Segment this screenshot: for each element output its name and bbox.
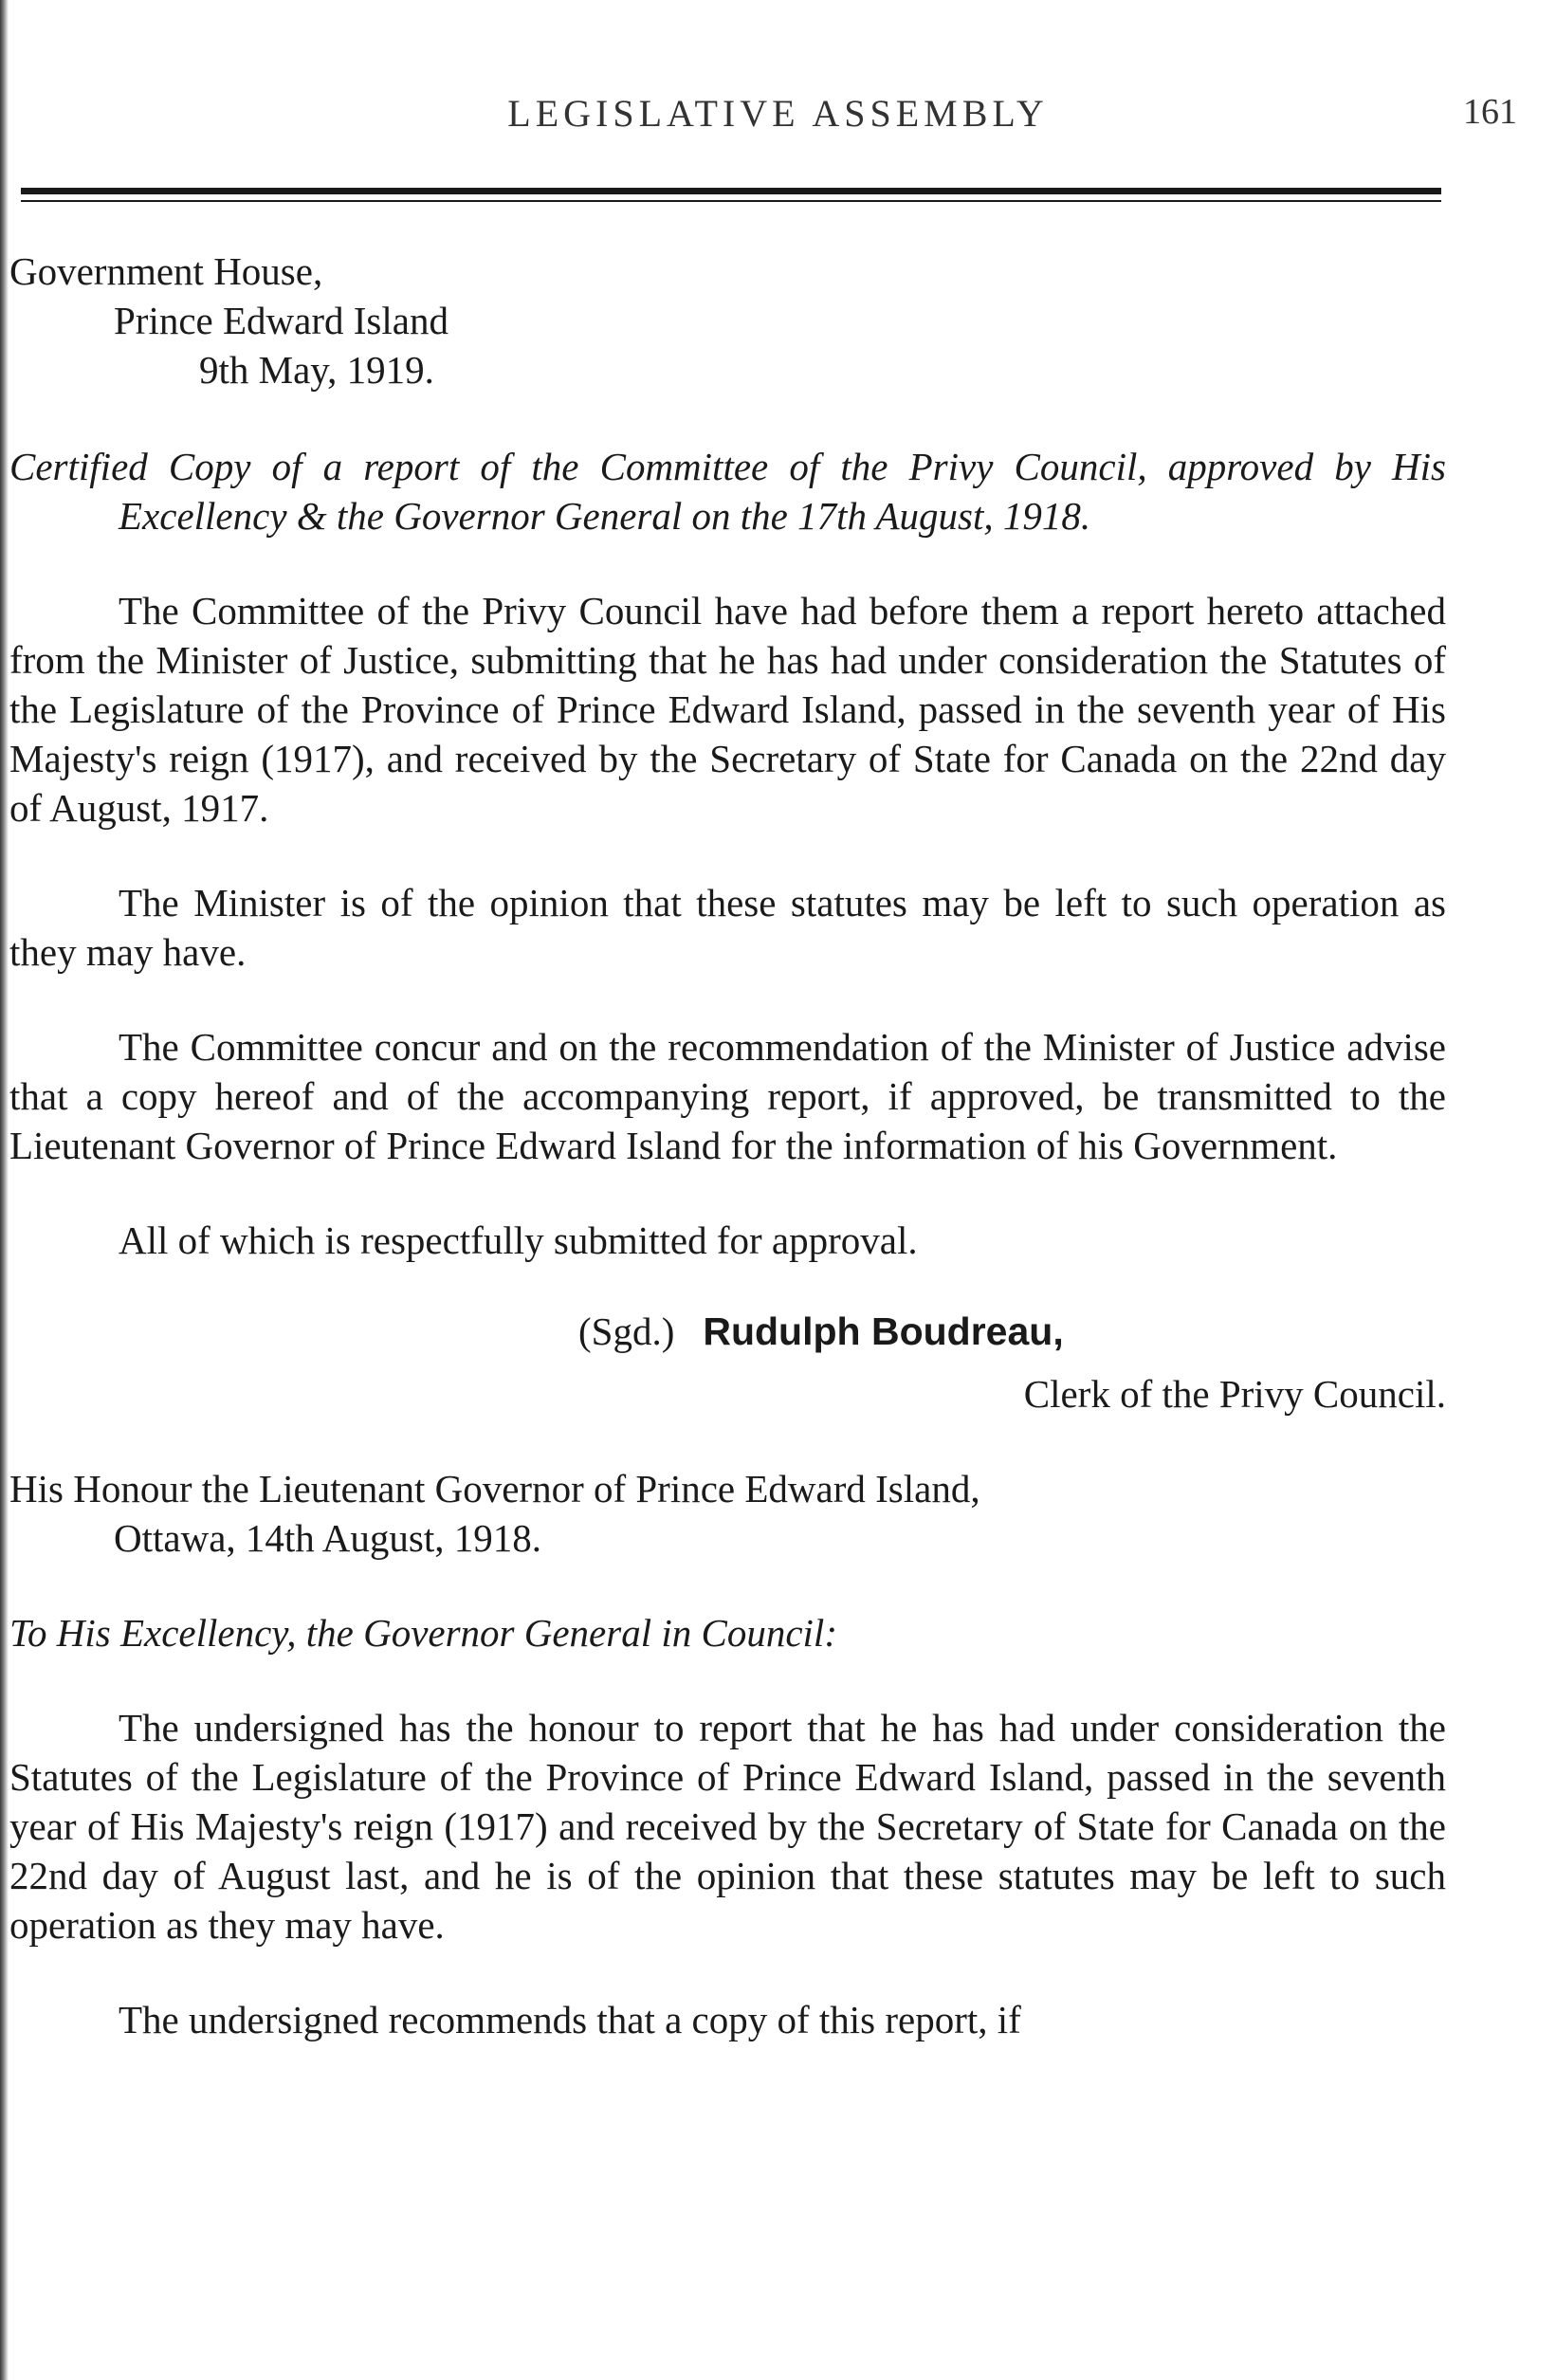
paragraph-1: The Committee of the Privy Council have had before them a report hereto attached from the Minister of Justice, submitting that he has had under consideration the Statutes of the Legislature of the Province of Prince Edward Island, passed in the seventh year of His Majesty's reign (1917), and received by the Secretary of State for Canada on the 22nd day of August, 1917.	[9, 589, 1446, 830]
page-body	[9, 247, 1446, 2044]
page-number: 161	[1463, 92, 1517, 132]
paragraph-3: The Committee concur and on the recommendation of the Minister of Justice advise that a copy hereof and of the accompanying report, if approved, be transmitted to the Lieutenant Governor of Prince Edward Island for the information of his Government.	[9, 1025, 1446, 1167]
header-rule-thin	[21, 200, 1441, 202]
addressee-line-2: Ottawa, 14th August, 1918.	[114, 1516, 541, 1560]
header-rule-thick	[21, 188, 1441, 194]
address-line-3: 9th May, 1919.	[199, 348, 434, 392]
book-spine-shadow	[0, 0, 9, 2380]
report-paragraph-1: The undersigned has the honour to report that he has had under consideration the Statutes of the Legislature of the Province of Prince Edward Island, passed in the seventh year of His Majesty's reign (1917) and received by the Secretary of State for Canada on the 22nd day of August last, and he is of the opinion that these statutes may be left to such operation as they may have.	[9, 1706, 1446, 1947]
addressee-line-1: His Honour the Lieutenant Governor of Prince Edward Island,	[9, 1467, 980, 1510]
address-line-2: Prince Edward Island	[114, 299, 448, 342]
page-header	[0, 91, 1556, 138]
paragraph-2: The Minister is of the opinion that these statutes may be left to such operation as they may have.	[9, 881, 1446, 974]
signatory-title: Clerk of the Privy Council.	[1023, 1372, 1446, 1416]
report-paragraph-2: The undersigned recommends that a copy of this report, if	[119, 1998, 1021, 2041]
address-line-1: Government House,	[9, 249, 323, 293]
signature-line	[9, 1307, 1446, 1356]
salutation: To His Excellency, the Governor General in Council:	[9, 1611, 837, 1655]
sgd-label: (Sgd.)	[578, 1309, 675, 1353]
paragraph-4: All of which is respectfully submitted for approval.	[119, 1218, 918, 1262]
signatory-name: Rudulph Boudreau,	[703, 1309, 1064, 1353]
certified-copy-heading: Certified Copy of a report of the Committee of the Privy Council, approved by His Excellency & the Governor General on the 17th August, 1918.	[9, 445, 1446, 538]
running-title: LEGISLATIVE ASSEMBLY	[507, 92, 1049, 135]
